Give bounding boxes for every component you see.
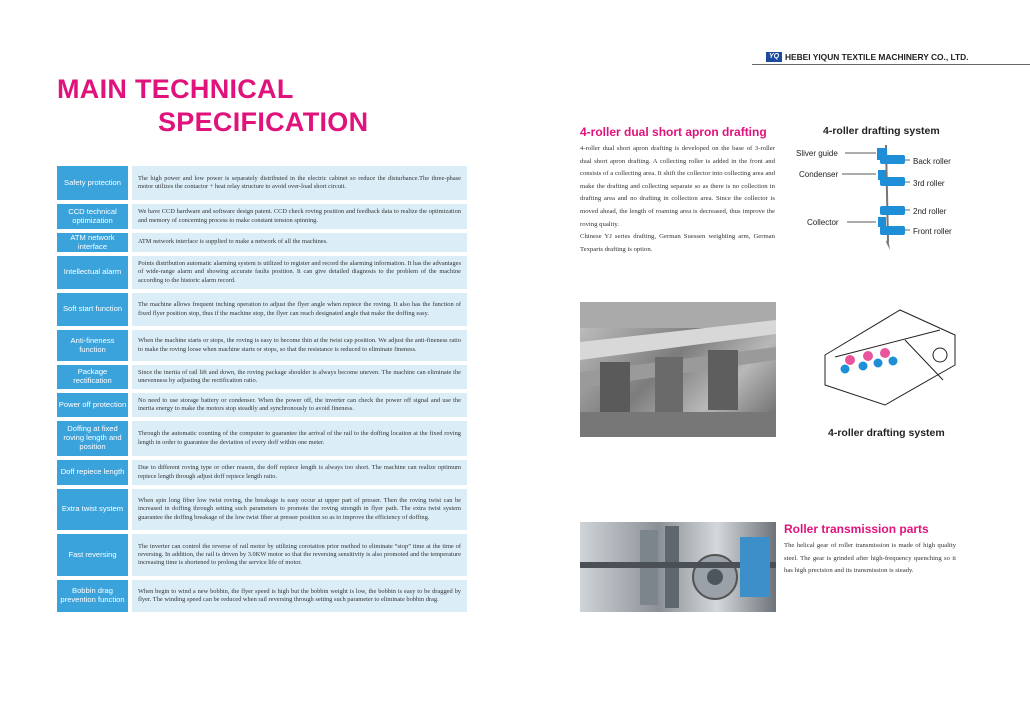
spec-text: Due to different roving type or other reason, the doff repiece length is always too short. The machine can realize optimum repiece length through adjust doff repiece length ratio. <box>132 460 467 485</box>
spec-text: Since the inertia of rail lift and down, the roving package shoulder is always become uneven. The machine can eliminate the unevenness by adjusting the rectification ratio. <box>132 365 467 389</box>
spec-text: ATM network interface is supplied to make a network of all the machines. <box>132 233 467 252</box>
spec-text: Points distribution automatic alarming system is utilized to register and record the alarming information. It has the advantages of wide-range alarm and showing accurate faults position. It can give detailed diagnosis to the problem of the machine according to the historic alarm record. <box>132 256 467 289</box>
spec-text: No need to use storage battery or condenser. When the power off, the inverter can check the power off signal and use the inertia energy to make the motors stop steadily and synchronously to avoid fineness. <box>132 393 467 417</box>
collector-shape <box>878 217 886 227</box>
machine-photo-art <box>580 302 776 437</box>
header-divider <box>752 64 1030 65</box>
blue-roller <box>841 365 850 374</box>
spec-label: Safety protection <box>57 166 128 200</box>
pink-roller <box>880 348 890 358</box>
photo-shape <box>655 357 683 419</box>
arm-line <box>905 340 943 380</box>
frame-outline <box>825 310 955 405</box>
spec-label: Package rectification <box>57 365 128 389</box>
spec-label: Fast reversing <box>57 534 128 576</box>
spec-row <box>57 293 467 326</box>
spec-row <box>57 330 467 361</box>
drafting-system-diagram <box>790 140 990 255</box>
pink-roller <box>845 355 855 365</box>
drafting-paragraph: 4-roller dual short apron drafting is developed on the base of 3-roller dual short apron drafting. A collecting roller is added in the front and consists of a collecting area. It shift the collector into collecting area and make the drafting and collecting separate so as there is no collection in drafting area and no drafting in collection area. Since the collector is moved ahead, the length of roaming area is decreased, thus improve the roving quality. <box>580 145 775 228</box>
roller-title: Roller transmission parts <box>784 522 929 536</box>
page-title-line1: MAIN TECHNICAL <box>57 74 294 104</box>
pink-roller <box>863 351 873 361</box>
spec-label: CCD technical optimization <box>57 204 128 229</box>
label-collector: Collector <box>807 218 839 227</box>
drafting-text <box>580 143 775 256</box>
spec-text: When spin long fiber low twist roving, the breakage is easy occur at upper part of presser. Then the roving twist can be increased in doffing through setting such parameters to promote the roving strength in flyer path. The extra twist system guarantee the doffing breakage of the low twist fiber at presser position so as to improve the efficiency of doffing. <box>132 489 467 530</box>
spec-label: Anti-fineness function <box>57 330 128 361</box>
drafting-machine-photo <box>580 302 776 437</box>
spec-row <box>57 460 467 485</box>
drafting-options: Chinese YJ series drafting, German Suessen weighting arm, German Texparts drafting is option. <box>580 233 775 253</box>
blue-roller <box>874 359 883 368</box>
spec-text: When begin to wind a new bobbin, the flyer speed is high but the bobbin weight is low, the bobbin is easy to be dragged by flyer. The winding speed can be reduced when rail reversing through setting such parameter to eliminate bobbin drag. <box>132 580 467 612</box>
gear-photo-art <box>580 522 776 612</box>
drafting-title: 4-roller dual short apron drafting <box>580 125 767 139</box>
spec-row <box>57 166 467 200</box>
company-header <box>766 52 969 62</box>
spec-text: The inverter can control the reverse of rail motor by utilizing corotation prior method to eliminate “stop” time at the time of reversing. In addition, the rail is driven by 3.0KW motor so that the reversing sensitivity is also promoted and the temperature increasing time is shortened to prolong the service life of motor. <box>132 534 467 576</box>
blue-roller <box>889 357 898 366</box>
photo-shape <box>708 350 738 410</box>
spec-label: Extra twist system <box>57 489 128 530</box>
spec-table <box>57 166 467 616</box>
spec-row <box>57 233 467 252</box>
spec-label: Power off protection <box>57 393 128 417</box>
label-third-roller: 3rd roller <box>913 179 945 188</box>
spec-text: Through the automatic counting of the computer to guarantee the arrival of the rail to the doffing location at the fixed roving length in order to guarantee the deviation of every doff within one meter. <box>132 421 467 456</box>
roller-transmission-photo <box>580 522 776 612</box>
label-second-roller: 2nd roller <box>913 207 947 216</box>
front-roller-shape <box>880 226 905 235</box>
spec-text: We have CCD hardware and software design patent. CCD check roving position and feedback data to realize the optimization and memory of concerning process to make constant tension spinning. <box>132 204 467 229</box>
spec-row <box>57 256 467 289</box>
arm-knob <box>933 348 947 362</box>
label-front-roller: Front roller <box>913 227 952 236</box>
back-roller-shape <box>880 155 905 164</box>
spec-label: Intellectual alarm <box>57 256 128 289</box>
roving-tip <box>886 238 890 250</box>
label-sliver-guide: Sliver guide <box>796 149 838 158</box>
spec-text: The machine allows frequent inching operation to adjust the flyer angle when repiece the roving. It also has the function of fixed flyer position stop, thus if the machine stop, the flyer can reach designated angle that make the doffing easy. <box>132 293 467 326</box>
label-back-roller: Back roller <box>913 157 951 166</box>
company-logo: YQ <box>766 52 782 62</box>
company-name: HEBEI YIQUN TEXTILE MACHINERY CO., LTD. <box>785 52 969 62</box>
photo-shape <box>580 412 776 437</box>
spec-row <box>57 534 467 576</box>
roller-text: The helical gear of roller transmission is made of high quality steel. The gear is grinded after high-frequency quenching so it has high precision and its transmission is steady. <box>784 542 956 575</box>
spec-label: Doffing at fixed roving length and position <box>57 421 128 456</box>
diagram1-title: 4-roller drafting system <box>823 125 940 137</box>
spec-row <box>57 489 467 530</box>
page-title-line2: SPECIFICATION <box>158 107 369 137</box>
spec-row <box>57 365 467 389</box>
gear-hub <box>707 569 723 585</box>
spec-label: Doff repiece length <box>57 460 128 485</box>
second-roller-shape <box>880 206 905 215</box>
spec-label: Bobbin drag prevention function <box>57 580 128 612</box>
spec-row <box>57 421 467 456</box>
spec-text: When the machine starts or stops, the roving is easy to become thin at the twist cap position. We adjust the anti-fineness ratio to make the roving loose when machine starts or stops, so that the resistance is reduced to eliminate fineness. <box>132 330 467 361</box>
spec-row <box>57 580 467 612</box>
spec-text: The high power and low power is separately distributed in the electric cabinet so reduce the disturbance.The three-phase motor utilizes the contactor + heat relay structure to avoid over-load short circuit. <box>132 166 467 200</box>
label-condenser: Condenser <box>799 170 839 179</box>
spec-label: Soft start function <box>57 293 128 326</box>
third-roller-shape <box>880 177 905 186</box>
spec-label: ATM network interface <box>57 233 128 252</box>
diagram2-title: 4-roller drafting system <box>828 427 945 439</box>
photo-shape <box>740 537 770 597</box>
spec-row <box>57 393 467 417</box>
drafting-cross-section-diagram <box>815 305 965 417</box>
spec-row <box>57 204 467 229</box>
blue-roller <box>859 362 868 371</box>
